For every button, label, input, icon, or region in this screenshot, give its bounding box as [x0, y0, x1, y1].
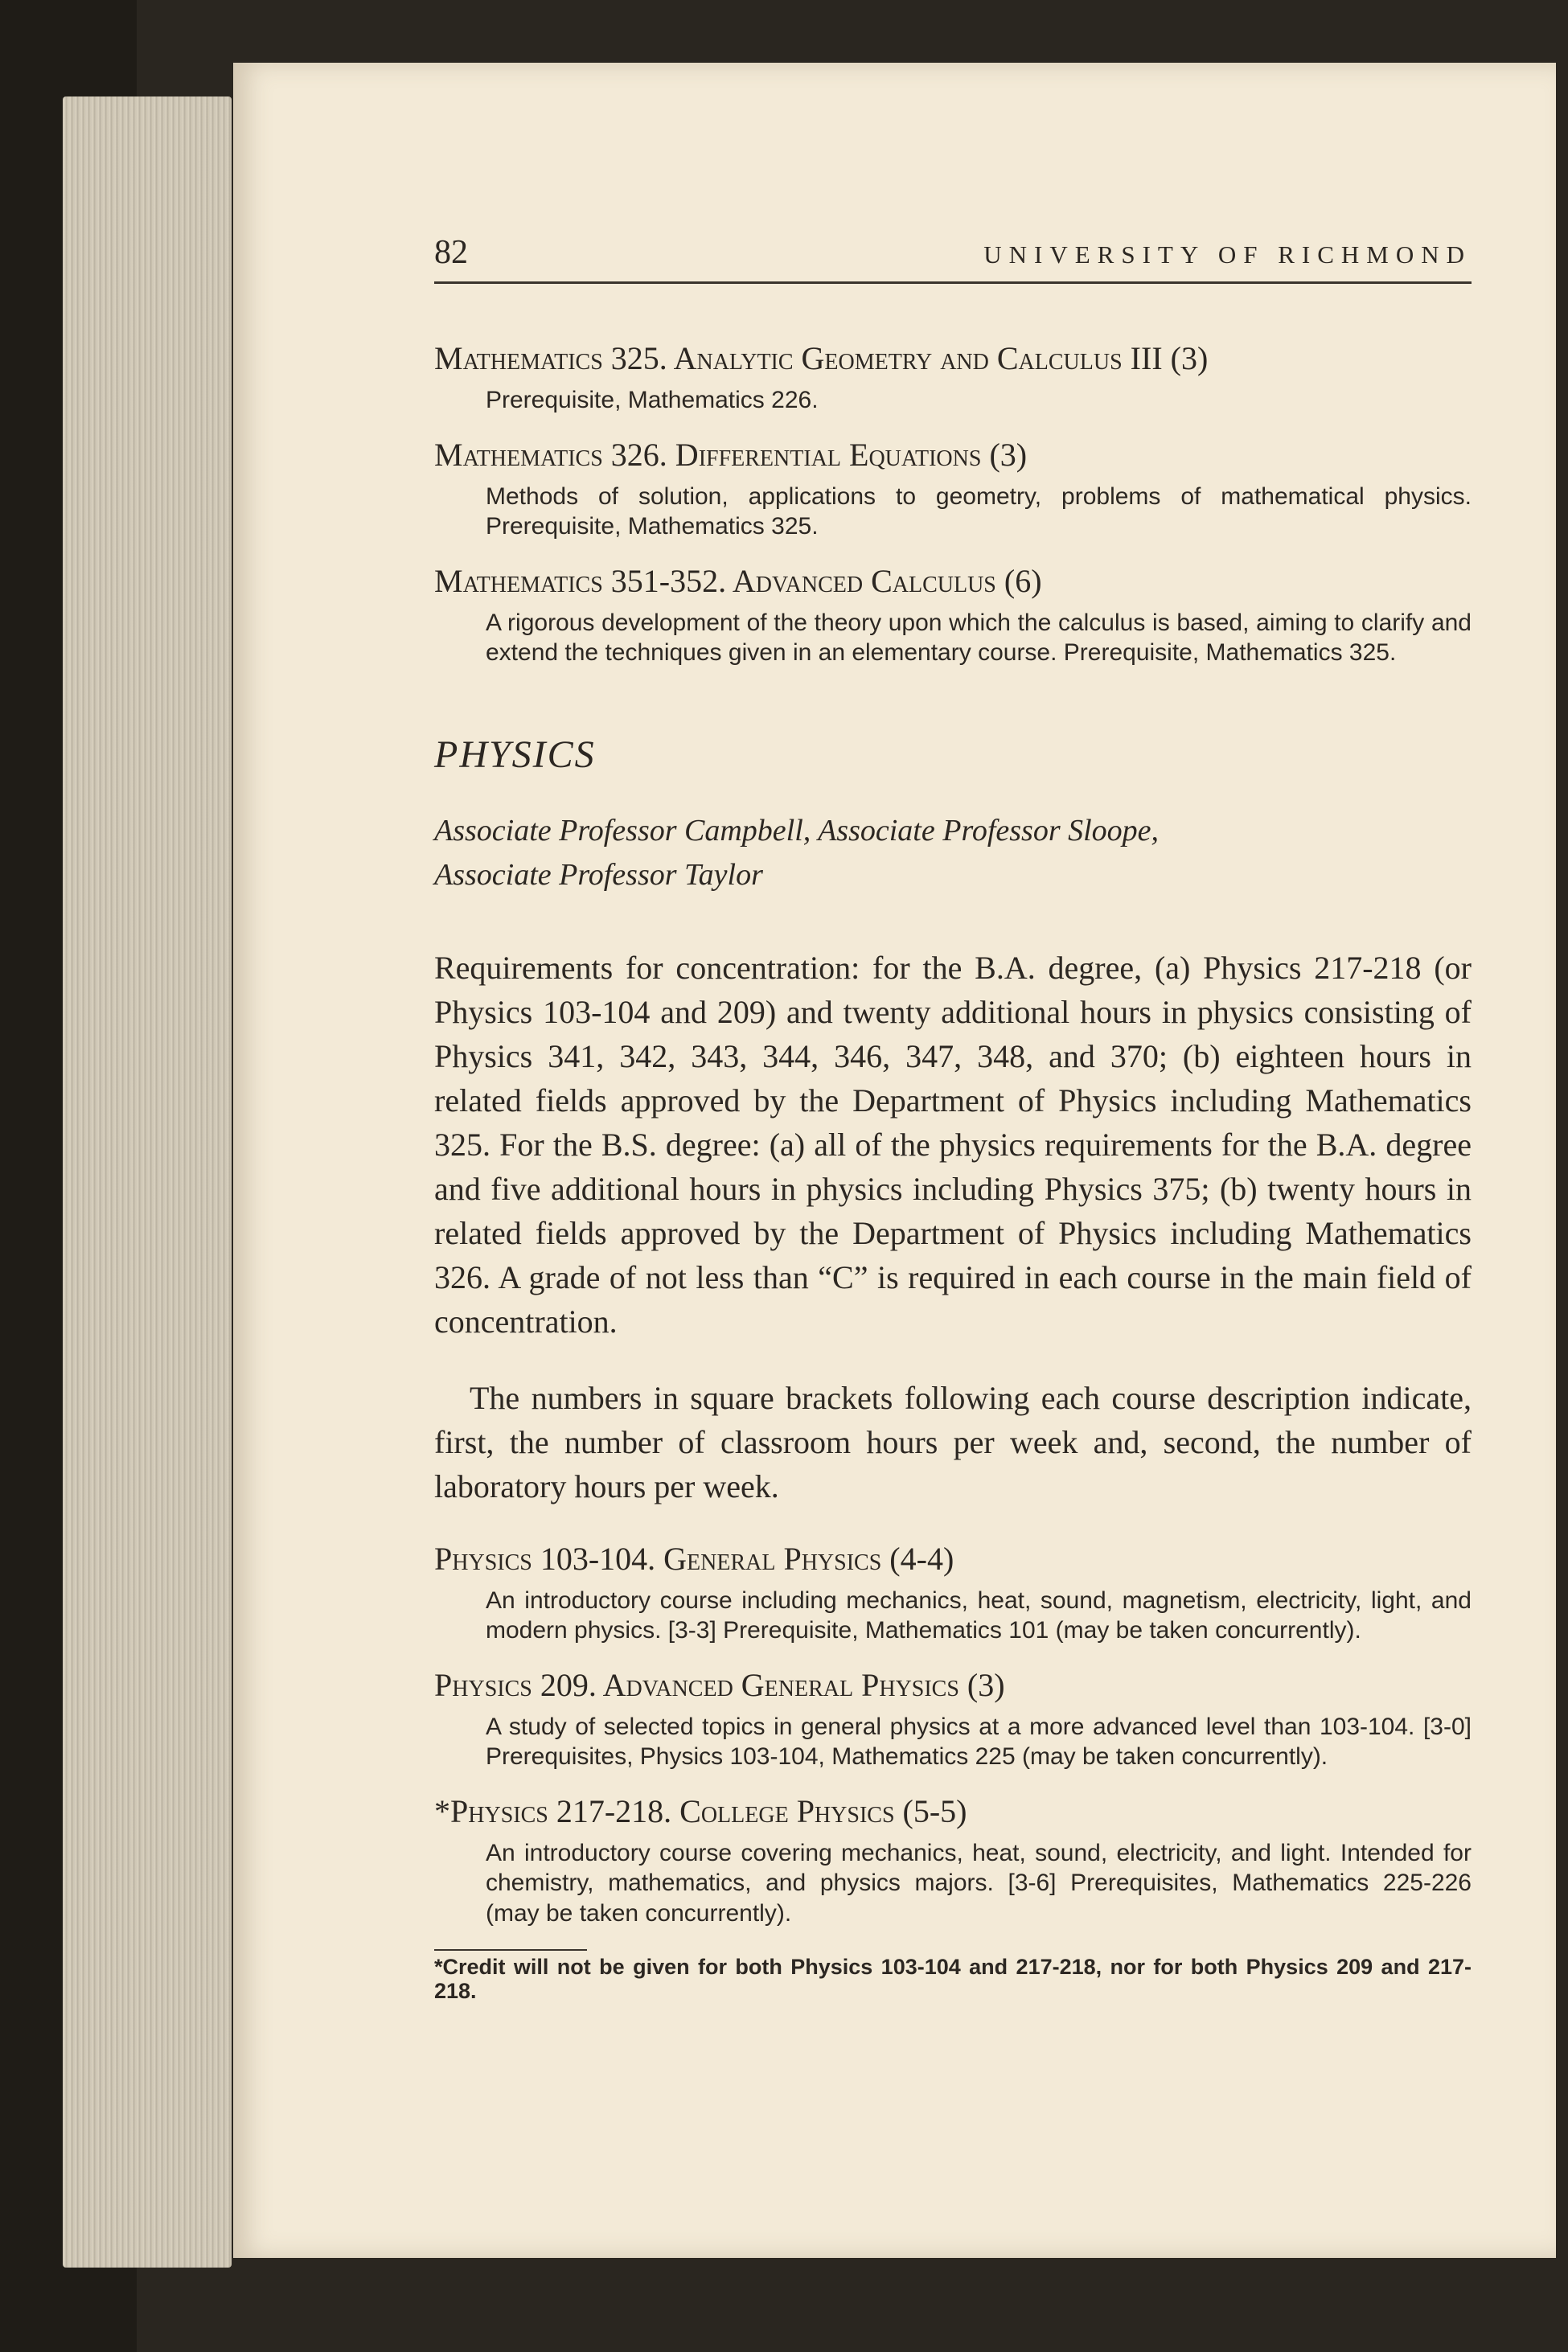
course-title: Mathematics 351-352. Advanced Calculus (6)	[434, 562, 1042, 599]
course-title: Physics 209. Advanced General Physics (3)	[434, 1666, 1005, 1703]
faculty-line: Associate Professor Taylor	[434, 857, 763, 892]
course-description: An introductory course including mechanics, heat, sound, magnetism, electricity, light, and modern physics. [3-3] Prerequisite, Mathematics 101 (may be taken concurrently).	[486, 1586, 1472, 1644]
footnote-rule	[434, 1949, 587, 1951]
section-title: PHYSICS	[434, 733, 596, 776]
course-title: Mathematics 325. Analytic Geometry and Calculus III (3)	[434, 340, 1209, 376]
faculty-list	[434, 809, 1472, 897]
page-content	[434, 233, 1472, 2004]
course-entry	[434, 563, 1472, 668]
course-title: Physics 103-104. General Physics (4-4)	[434, 1540, 954, 1577]
running-head	[434, 233, 1472, 284]
course-description: An introductory course covering mechanics, heat, sound, electricity, and light. Intended for chemistry, mathematics, and physics majors. [3-6] Prerequisites, Mathematics 225-226 (may be taken concurrently).	[486, 1839, 1472, 1927]
footnote: *Credit will not be given for both Physics 103-104 and 217-218, nor for both Physics 209 and 217-218.	[434, 1955, 1472, 2003]
page-number: 82	[434, 234, 468, 271]
course-description: Prerequisite, Mathematics 226.	[486, 387, 819, 413]
running-head-title: UNIVERSITY OF RICHMOND	[983, 240, 1472, 269]
course-entry	[434, 437, 1472, 542]
faculty-line: Associate Professor Campbell, Associate Professor Sloope,	[434, 813, 1160, 848]
brackets-note-paragraph: The numbers in square brackets following each course description indicate, first, the number of classroom hours per week and, second, the number of laboratory hours per week.	[434, 1379, 1472, 1504]
page-edges	[63, 96, 232, 2268]
course-description: A study of selected topics in general physics at a more advanced level than 103-104. [3-0] Prerequisites, Physics 103-104, Mathematics 225 (may be taken concurrently).	[486, 1713, 1472, 1771]
course-entry	[434, 1667, 1472, 1772]
course-title: *Physics 217-218. College Physics (5-5)	[434, 1792, 967, 1829]
requirements-paragraph: Requirements for concentration: for the B.A. degree, (a) Physics 217-218 (or Physics 103-104 and 209) and twenty additional hours in physics consisting of Physics 341, 342, 343, 344, 346, 347, 348, and 370; (b) eighteen hours in related fields approved by the Department of Physics including Mathematics 325. For the B.S. degree: (a) all of the physics requirements for the B.A. degree and five additional hours in physics including Physics 375; (b) twenty hours in related fields approved by the Department of Physics including Mathematics 326. A grade of not less than “C” is required in each course in the main field of concentration.	[434, 949, 1472, 1340]
course-description: Methods of solution, applications to geometry, problems of mathematical physics. Prerequisite, Mathematics 325.	[486, 482, 1472, 540]
course-entry	[434, 340, 1472, 416]
course-title: Mathematics 326. Differential Equations (3)	[434, 436, 1028, 473]
course-description: A rigorous development of the theory upon which the calculus is based, aiming to clarify and extend the techniques given in an elementary course. Prerequisite, Mathematics 325.	[486, 609, 1472, 666]
course-entry	[434, 1793, 1472, 1929]
course-entry	[434, 1541, 1472, 1646]
